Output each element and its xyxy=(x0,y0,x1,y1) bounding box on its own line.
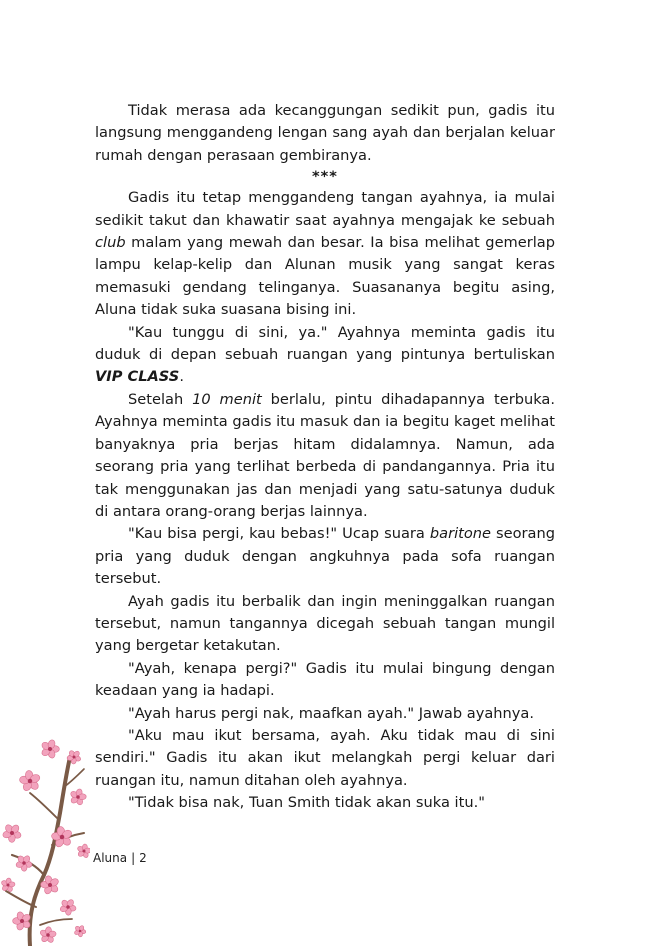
body-paragraph xyxy=(95,100,555,167)
paragraph-text: Tidak merasa ada kecanggungan sedikit pun, gadis itu langsung menggandeng lengan sang ayah dan berjalan keluar rumah dengan perasaan gembiranya. xyxy=(95,102,555,164)
body-paragraph xyxy=(95,591,555,658)
paragraph-text: "Aku mau ikut bersama, ayah. Aku tidak mau di sini sendiri." Gadis itu akan ikut melangkah pergi keluar dari ruangan itu, namun ditahan oleh ayahnya. xyxy=(95,726,555,789)
page-footer xyxy=(93,851,147,865)
section-separator: *** xyxy=(312,168,338,186)
page-body xyxy=(95,100,555,815)
body-paragraph xyxy=(95,523,555,590)
emphasis-text: club xyxy=(95,234,126,252)
blossom-flower xyxy=(39,927,56,944)
paragraph-text: Gadis itu tetap menggandeng tangan ayahnya, ia mulai sedikit takut dan khawatir saat ayahnya mengajak ke sebuah xyxy=(95,189,555,229)
cherry-blossom-branch-icon xyxy=(0,735,90,946)
footer-page-number: 2 xyxy=(139,851,147,865)
body-paragraph xyxy=(95,322,555,389)
paragraph-text: "Kau tunggu di sini, ya." Ayahnya meminta gadis itu duduk di depan sebuah ruangan yang pintunya bertuliskan xyxy=(95,323,555,364)
paragraph-text: seorang pria yang duduk dengan angkuhnya pada sofa ruangan tersebut. xyxy=(95,525,555,588)
body-paragraph xyxy=(95,703,555,725)
blossom-flower xyxy=(77,844,90,859)
paragraph-text: "Kau bisa pergi, kau bebas!" Ucap suara xyxy=(128,525,430,543)
paragraph-text: Setelah xyxy=(128,390,193,408)
paragraph-text: . xyxy=(179,368,184,386)
blossom-flower xyxy=(1,878,16,893)
emphasis-text: VIP CLASS xyxy=(95,368,180,386)
body-paragraph xyxy=(95,187,555,321)
body-paragraph xyxy=(95,389,555,523)
blossom-flower xyxy=(40,739,59,759)
body-paragraph xyxy=(95,792,555,814)
emphasis-text: baritone xyxy=(429,525,491,543)
blossom-flower xyxy=(74,925,86,937)
paragraph-text: "Tidak bisa nak, Tuan Smith tidak akan suka itu." xyxy=(128,794,485,812)
blossom-flower xyxy=(19,770,41,792)
paragraph-text: malam yang mewah dan besar. Ia bisa melihat gemerlap lampu kelap-kelip dan Alunan musik yang sangat keras memasuki gendang telinganya. Suasananya begitu asing, Aluna tidak suka suasana bising ini. xyxy=(95,234,555,319)
emphasis-text: 10 menit xyxy=(192,390,262,408)
paragraph-text: Ayah gadis itu berbalik dan ingin meninggalkan ruangan tersebut, namun tangannya dicegah sebuah tangan mungil yang bergetar ketakutan. xyxy=(95,592,555,655)
blossom-flower xyxy=(59,898,76,915)
blossom-flower xyxy=(2,823,22,842)
blossom-flower xyxy=(70,788,87,805)
paragraph-text: "Ayah, kenapa pergi?" Gadis itu mulai bingung dengan keadaan yang ia hadapi. xyxy=(95,659,555,700)
paragraph-text: berlalu, pintu dihadapannya terbuka. Ayahnya meminta gadis itu masuk dan ia begitu kaget melihat banyaknya pria berjas hitam didalamnya. Namun, ada seorang pria yang terlihat berbeda di pandangannya. Pria itu tak menggunakan jas dan menjadi yang satu-satunya duduk di antara orang-orang berjas lainnya. xyxy=(95,390,555,520)
body-paragraph xyxy=(95,725,555,792)
paragraph-text: "Ayah harus pergi nak, maafkan ayah." Jawab ayahnya. xyxy=(128,704,535,722)
body-paragraph xyxy=(95,658,555,703)
footer-separator: | xyxy=(131,851,136,865)
footer-book-title: Aluna xyxy=(93,851,128,865)
